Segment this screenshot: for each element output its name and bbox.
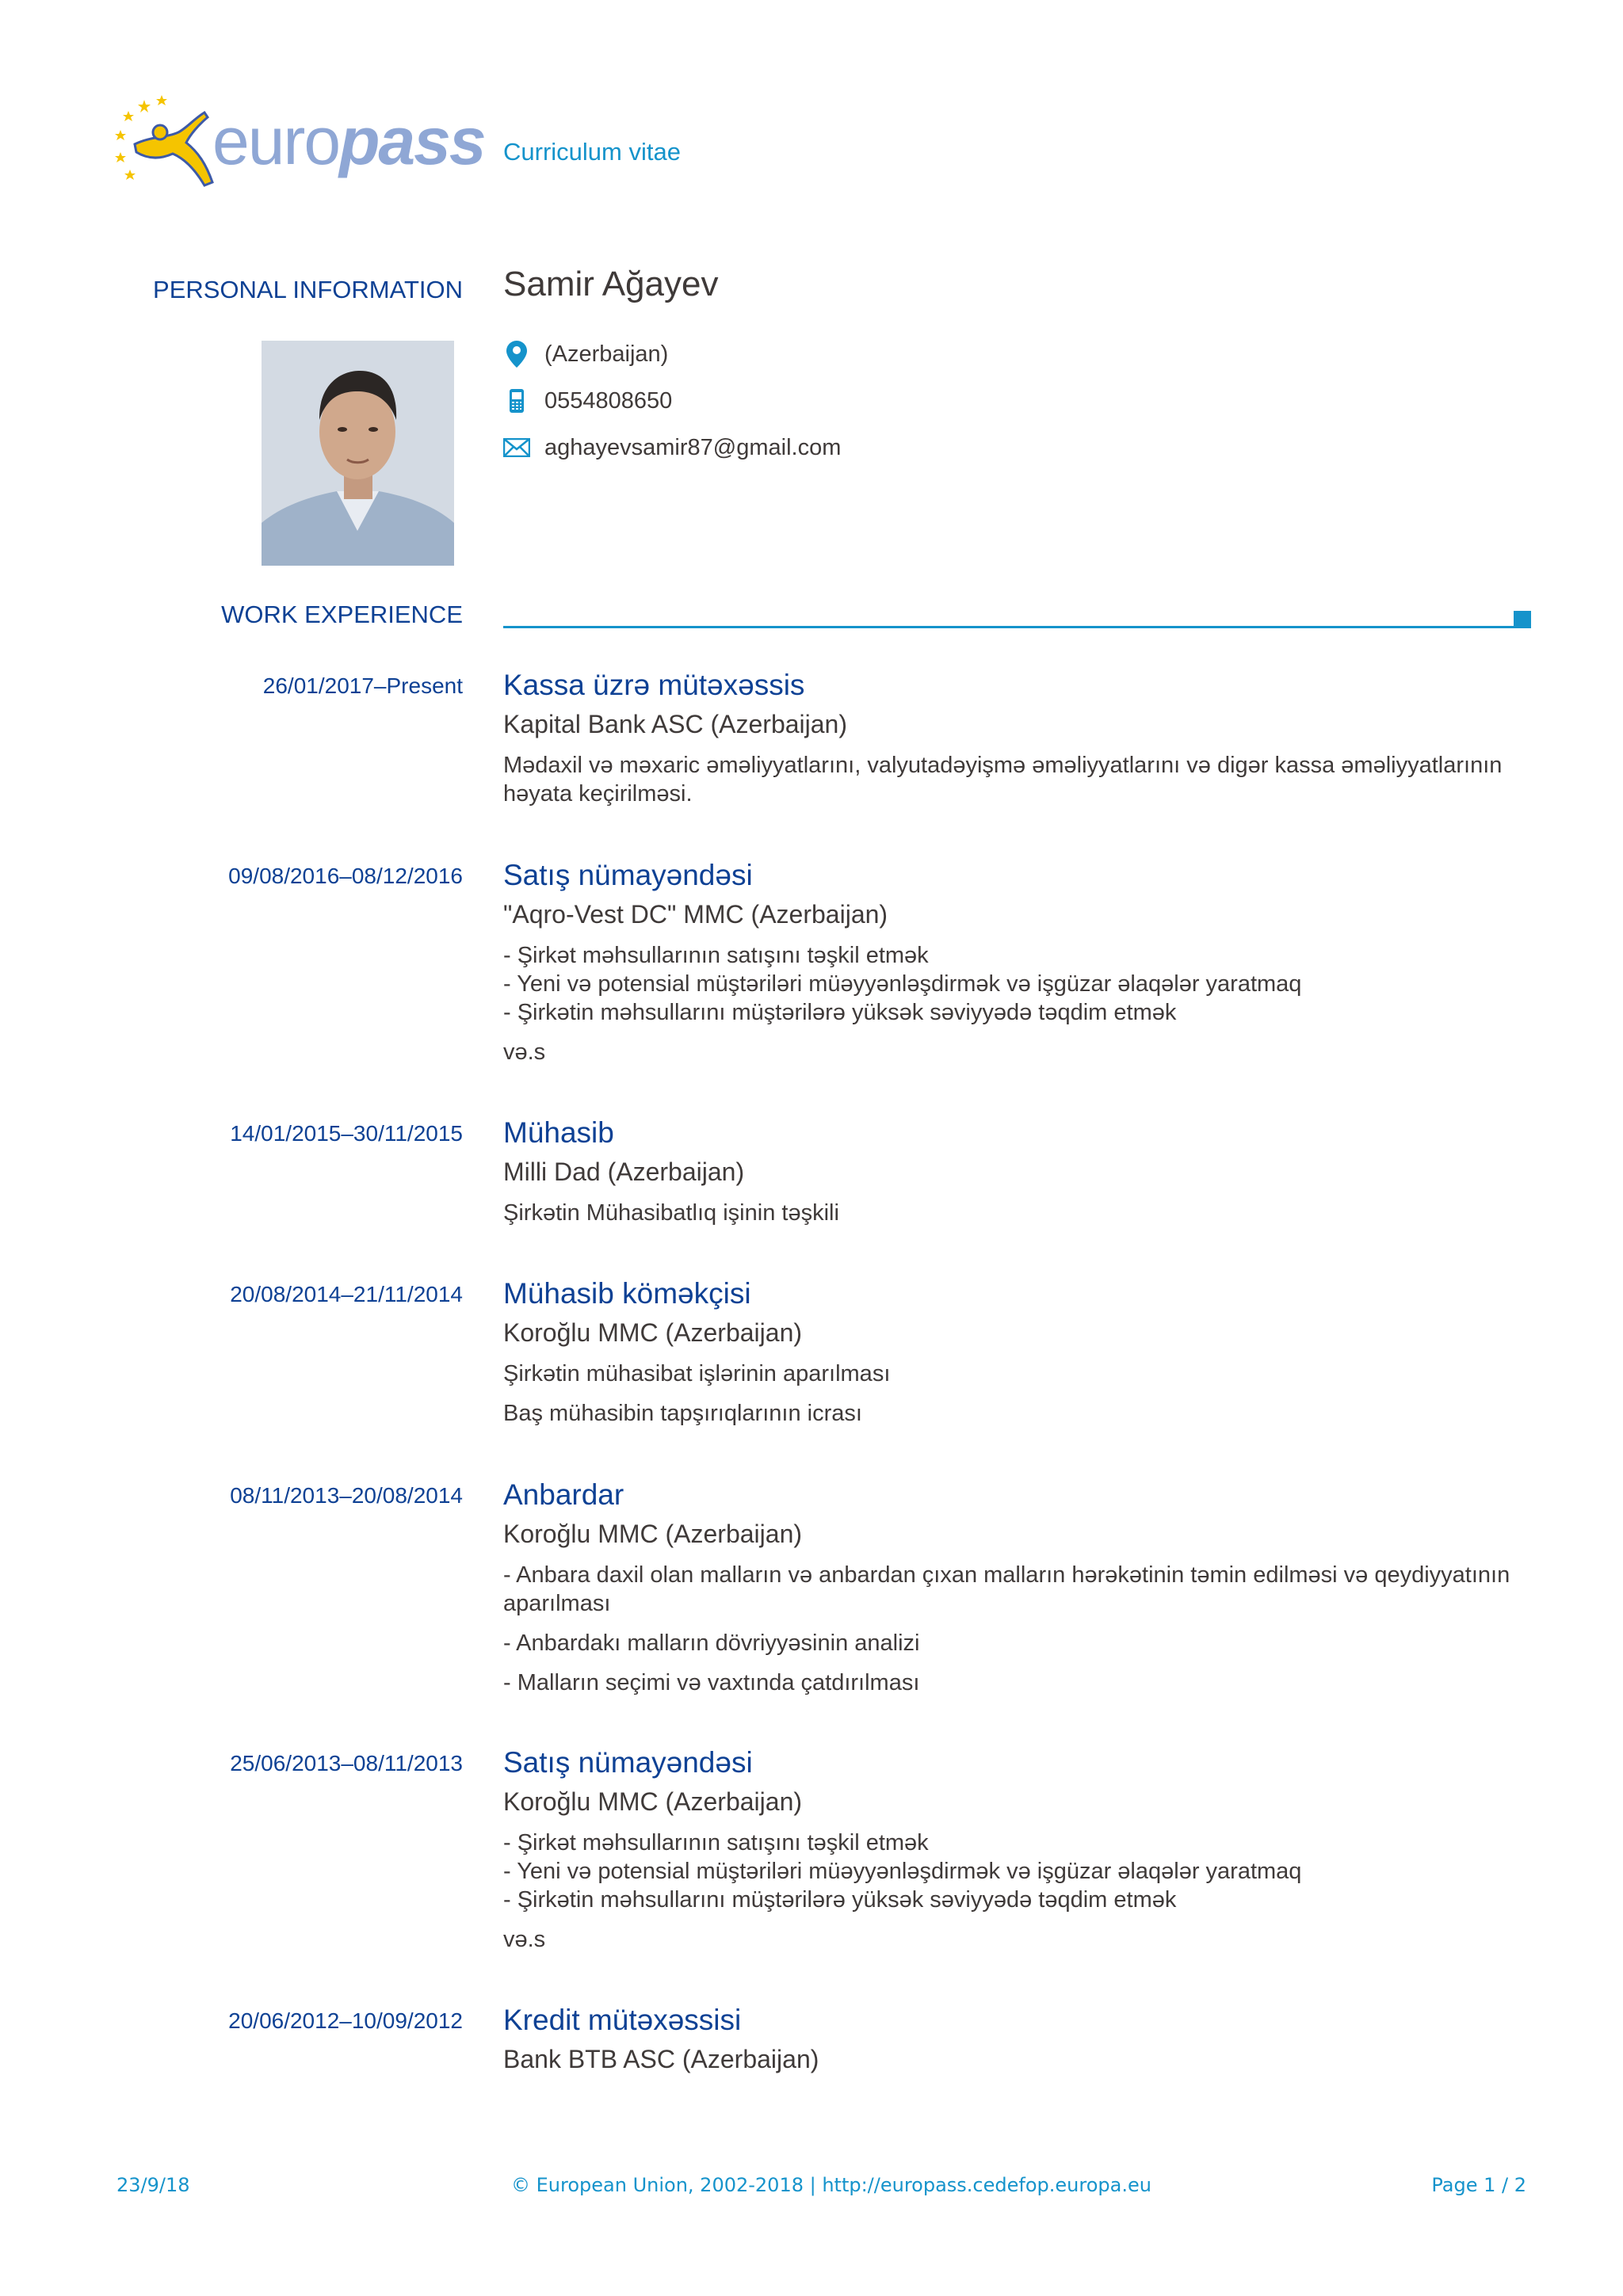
job-dates: 09/08/2016–08/12/2016 [228, 864, 463, 888]
job-employer: Milli Dad (Azerbaijan) [503, 1158, 745, 1186]
section-divider-line [503, 626, 1515, 628]
job-employer: "Aqro-Vest DC" MMC (Azerbaijan) [503, 900, 888, 929]
footer-page-number: Page 1 / 2 [1431, 2174, 1526, 2196]
europass-figure-icon [111, 89, 214, 192]
logo-pass: pass [339, 104, 485, 178]
footer-date: 23/9/18 [116, 2174, 190, 2196]
job-employer: Koroğlu MMC (Azerbaijan) [503, 1520, 803, 1548]
job-description [503, 1829, 1533, 1954]
job-title: Kredit mütəxəssisi [503, 2004, 742, 2036]
job-description-line: - Şirkətin məhsullarını müştərilərə yüksək səviyyədə təqdim etmək [503, 1000, 1177, 1025]
profile-photo [262, 341, 454, 566]
job-dates: 25/06/2013–08/11/2013 [230, 1751, 463, 1775]
job-entry [503, 1477, 1533, 1697]
job-description [503, 1561, 1533, 1697]
job-description [503, 1199, 1533, 1227]
job-description-line: - Şirkətin məhsullarını müştərilərə yüksək səviyyədə təqdim etmək [503, 1887, 1177, 1913]
job-employer: Kapital Bank ASC (Azerbaijan) [503, 710, 847, 738]
job-dates: 26/01/2017–Present [262, 673, 463, 698]
job-title: Satış nümayəndəsi [503, 1746, 753, 1779]
mobile-phone-icon [503, 387, 530, 414]
contact-phone [503, 385, 672, 417]
job-description-line: Şirkətin mühasibat işlərinin aparılması [503, 1361, 891, 1386]
job-dates: 08/11/2013–20/08/2014 [230, 1483, 463, 1508]
job-dates: 20/06/2012–10/09/2012 [228, 2008, 463, 2033]
contact-location [503, 338, 668, 370]
job-description-line: həyata keçirilməsi. [503, 781, 693, 807]
document-title: Curriculum vitae [503, 138, 681, 166]
job-entry [503, 1276, 1533, 1428]
job-description-line: - Yeni və potensial müştəriləri müəyyənləşdirmək və işgüzar əlaqələr yaratmaq [503, 971, 1302, 997]
job-description-line: - Anbara daxil olan malların və anbardan çıxan malların hərəkətinin təmin edilməsi və qeydiyyatının [503, 1562, 1510, 1588]
job-description-line: - Yeni və potensial müştəriləri müəyyənləşdirmək və işgüzar əlaqələr yaratmaq [503, 1859, 1302, 1884]
job-entry [503, 667, 1533, 808]
job-description [503, 751, 1533, 808]
job-dates: 14/01/2015–30/11/2015 [230, 1121, 463, 1146]
job-entry [503, 1745, 1533, 1954]
job-description-line: - Şirkət məhsullarının satışını təşkil etmək [503, 943, 929, 968]
job-employer: Koroğlu MMC (Azerbaijan) [503, 1318, 803, 1347]
job-entry [503, 2002, 1533, 2075]
job-description-line: - Anbardakı malların dövriyyəsinin analizi [503, 1630, 920, 1656]
job-description-line: aparılması [503, 1591, 611, 1616]
job-description [503, 1360, 1533, 1428]
phone-text: 0554808650 [544, 387, 673, 414]
job-title: Anbardar [503, 1478, 624, 1511]
job-description-line: və.s [503, 1039, 546, 1065]
job-description-line: - Malların seçimi və vaxtında çatdırılması [503, 1670, 920, 1695]
personal-information-heading: PERSONAL INFORMATION [153, 276, 463, 303]
job-description-line: Şirkətin Mühasibatlıq işinin təşkili [503, 1200, 839, 1226]
job-employer: Bank BTB ASC (Azerbaijan) [503, 2045, 819, 2073]
job-entry [503, 1115, 1533, 1227]
job-description-line: Baş mühasibin tapşırıqlarının icrası [503, 1401, 862, 1426]
footer-copyright-link[interactable]: © European Union, 2002-2018 | http://europass.cedefop.europa.eu [511, 2174, 1151, 2196]
job-dates: 20/08/2014–21/11/2014 [230, 1282, 463, 1306]
job-title: Satış nümayəndəsi [503, 859, 753, 891]
job-entry [503, 857, 1533, 1066]
location-text: (Azerbaijan) [544, 341, 669, 367]
job-description [503, 941, 1533, 1066]
europass-logo [111, 89, 485, 200]
job-description-line: Mədaxil və məxaric əməliyyatlarını, valyutadəyişmə əməliyyatlarını və digər kassa əməliyyatlarının [503, 753, 1503, 778]
person-name: Samir Ağayev [503, 265, 719, 303]
job-employer: Koroğlu MMC (Azerbaijan) [503, 1787, 803, 1816]
job-title: Mühasib köməkçisi [503, 1277, 751, 1310]
contact-email [503, 432, 841, 463]
email-link[interactable]: aghayevsamir87@gmail.com [544, 434, 842, 460]
location-pin-icon [503, 341, 530, 368]
europass-wordmark [212, 103, 485, 180]
job-description-line: və.s [503, 1927, 546, 1952]
work-experience-heading: WORK EXPERIENCE [221, 601, 463, 628]
logo-euro: euro [212, 104, 340, 178]
job-title: Kassa üzrə mütəxəssis [503, 669, 805, 701]
email-envelope-icon [503, 434, 530, 461]
job-description-line: - Şirkət məhsullarının satışını təşkil etmək [503, 1830, 929, 1855]
job-title: Mühasib [503, 1116, 614, 1149]
section-divider-square [1514, 611, 1531, 628]
